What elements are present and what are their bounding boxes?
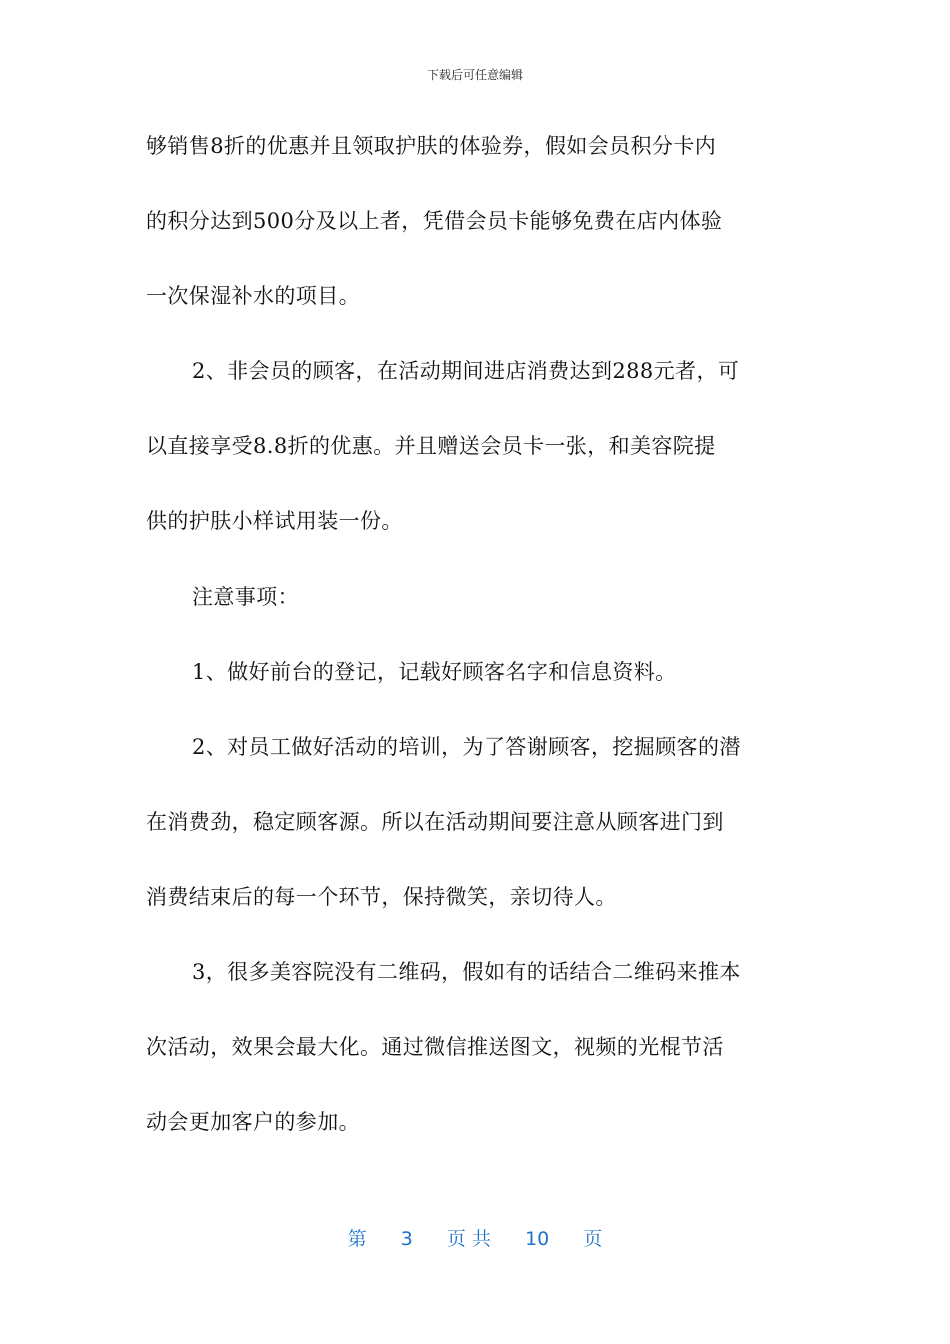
paragraph-line: 一次保湿补水的项目。 [146,284,360,309]
footer-middle: 页 共 [446,1228,491,1250]
section-heading: 注意事项： [192,584,299,609]
paragraph-line: 的积分达到500分及以上者，凭借会员卡能够免费在店内体验 [146,209,723,234]
paragraph-line: 3，很多美容院没有二维码，假如有的话结合二维码来推本 [192,960,741,985]
page-number-footer [0,1224,950,1251]
current-page-number: 3 [400,1228,413,1250]
footer-prefix: 第 [347,1228,367,1250]
paragraph-line: 2、对员工做好活动的培训，为了答谢顾客，挖掘顾客的潜 [192,734,741,759]
paragraph-line: 供的护肤小样试用装一份。 [146,509,403,534]
paragraph-line: 1、做好前台的登记，记载好顾客名字和信息资料。 [192,659,677,684]
total-page-count: 10 [525,1228,550,1250]
paragraph-line: 动会更加客户的参加。 [146,1110,360,1135]
document-body [146,118,806,1169]
page-header: 下载后可任意编辑 [426,68,523,82]
footer-suffix: 页 [583,1228,603,1250]
paragraph-line: 够销售8折的优惠并且领取护肤的体验券，假如会员积分卡内 [146,134,717,158]
paragraph-line: 在消费劲，稳定顾客源。所以在活动期间要注意从顾客进门到 [146,809,724,834]
paragraph-line: 次活动，效果会最大化。通过微信推送图文，视频的光棍节活 [146,1035,724,1060]
paragraph-line: 2、非会员的顾客，在活动期间进店消费达到288元者，可 [192,359,740,384]
paragraph-line: 消费结束后的每一个环节，保持微笑，亲切待人。 [146,884,617,909]
paragraph-line: 以直接享受8.8折的优惠。并且赠送会员卡一张，和美容院提 [146,434,716,459]
